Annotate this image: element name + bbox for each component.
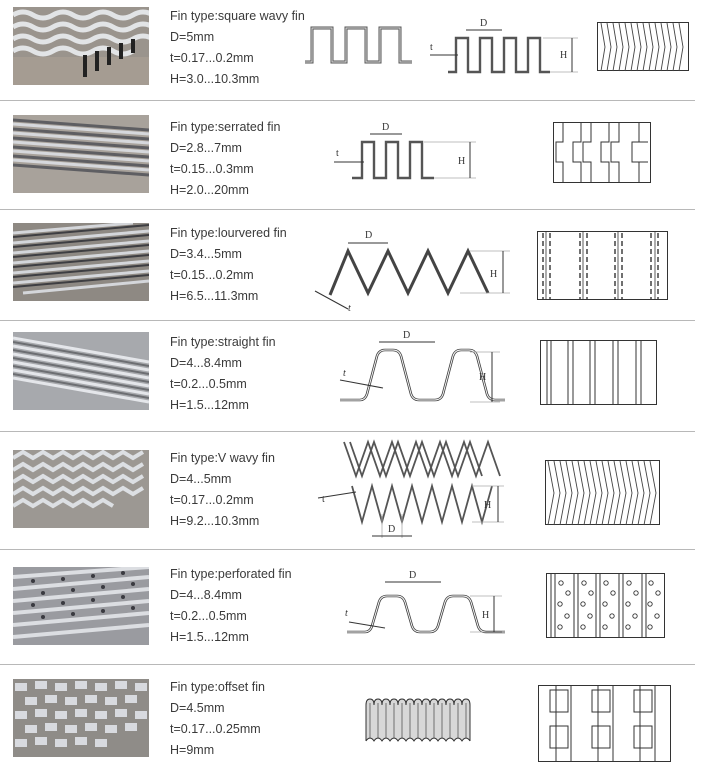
fin-photo-louvered [13, 223, 149, 301]
fin-height-value: H=2.0...20mm [170, 183, 249, 197]
height-label: H [458, 156, 466, 167]
pitch-label: D [409, 570, 417, 581]
fin-profile-dimension-diagram [310, 223, 515, 315]
fin-type-label: Fin type:V wavy fin [170, 451, 275, 465]
height-label: H [484, 500, 492, 511]
fin-pitch-value: D=2.8...7mm [170, 141, 242, 155]
fin-pitch-value: D=5mm [170, 30, 215, 44]
fin-plan-view-diagram [553, 122, 651, 184]
fin-specs [170, 223, 287, 307]
thickness-label: t [348, 303, 351, 314]
fin-pitch-value: D=4.5mm [170, 701, 225, 715]
fin-thickness-value: t=0.15...0.3mm [170, 162, 254, 176]
height-label: H [479, 372, 487, 383]
height-label: H [490, 269, 498, 280]
thickness-label: t [343, 368, 346, 379]
fin-specs [170, 677, 265, 761]
fin-thickness-value: t=0.17...0.2mm [170, 493, 254, 507]
fin-row-straight [0, 322, 701, 432]
fin-specs [170, 117, 280, 201]
fin-photo-perforated [13, 567, 149, 645]
fin-type-label: Fin type:offset fin [170, 680, 265, 694]
fin-type-label: Fin type:straight fin [170, 335, 276, 349]
fin-pitch-value: D=3.4...5mm [170, 247, 242, 261]
fin-height-value: H=1.5...12mm [170, 398, 249, 412]
fin-row-louvered [0, 215, 701, 322]
fin-type-label: Fin type:serrated fin [170, 120, 281, 134]
height-dimension [470, 594, 506, 639]
fin-plan-view-diagram [538, 685, 672, 763]
fin-row-v-wavy [0, 432, 701, 550]
fin-type-label: Fin type:lourvered fin [170, 226, 287, 240]
height-dimension [470, 350, 505, 410]
pitch-label: D [403, 330, 411, 341]
row-separator [0, 209, 695, 210]
fin-specs [170, 448, 275, 532]
thickness-label: t [430, 42, 433, 53]
fin-pitch-value: D=4...8.4mm [170, 356, 242, 370]
fin-photo-offset [13, 679, 149, 757]
fin-plan-view-diagram [597, 22, 689, 72]
fin-photo-v-wavy [13, 450, 149, 528]
fin-row-perforated [0, 550, 701, 665]
fin-plan-view-diagram [546, 573, 666, 639]
fin-profile-dimension-diagram [428, 10, 583, 78]
fin-height-value: H=9mm [170, 743, 215, 757]
fin-photo-straight [13, 332, 149, 410]
pitch-label: D [382, 122, 390, 133]
pitch-label: D [480, 18, 488, 29]
fin-specs [170, 332, 276, 416]
fin-specs [170, 564, 292, 648]
height-label: H [560, 50, 568, 61]
fin-thickness-value: t=0.15...0.2mm [170, 268, 254, 282]
fin-height-value: H=9.2...10.3mm [170, 514, 260, 528]
fin-thickness-value: t=0.17...0.25mm [170, 722, 261, 736]
fin-thickness-value: t=0.17...0.2mm [170, 51, 254, 65]
row-separator [0, 100, 695, 101]
thickness-label: t [336, 148, 339, 159]
fin-profile-diagram [364, 695, 474, 745]
pitch-label: D [365, 230, 373, 241]
height-label: H [482, 610, 490, 621]
fin-row-serrated [0, 105, 701, 215]
fin-plan-view-diagram [537, 231, 669, 301]
height-dimension [472, 484, 508, 544]
fin-height-value: H=6.5...11.3mm [170, 289, 259, 303]
fin-height-value: H=1.5...12mm [170, 630, 249, 644]
fin-profile-dimension-diagram [330, 120, 480, 182]
fin-height-value: H=3.0...10.3mm [170, 72, 260, 86]
thickness-label: t [322, 494, 325, 505]
fin-pitch-value: D=4...8.4mm [170, 588, 242, 602]
fin-pitch-value: D=4...5mm [170, 472, 232, 486]
fin-thickness-value: t=0.2...0.5mm [170, 609, 247, 623]
fin-type-label: Fin type:square wavy fin [170, 9, 305, 23]
thickness-label: t [345, 608, 348, 619]
fin-specs [170, 6, 305, 90]
fin-photo-square-wavy [13, 7, 149, 85]
pitch-label: D [388, 524, 396, 535]
fin-profile-perspective-diagram [300, 20, 420, 75]
fin-row-offset [0, 665, 701, 762]
fin-row-square-wavy [0, 0, 701, 105]
row-separator [0, 320, 695, 321]
fin-photo-serrated [13, 115, 149, 193]
fin-type-label: Fin type:perforated fin [170, 567, 292, 581]
fin-thickness-value: t=0.2...0.5mm [170, 377, 247, 391]
fin-plan-view-diagram [545, 460, 661, 526]
fin-plan-view-diagram [540, 340, 658, 406]
